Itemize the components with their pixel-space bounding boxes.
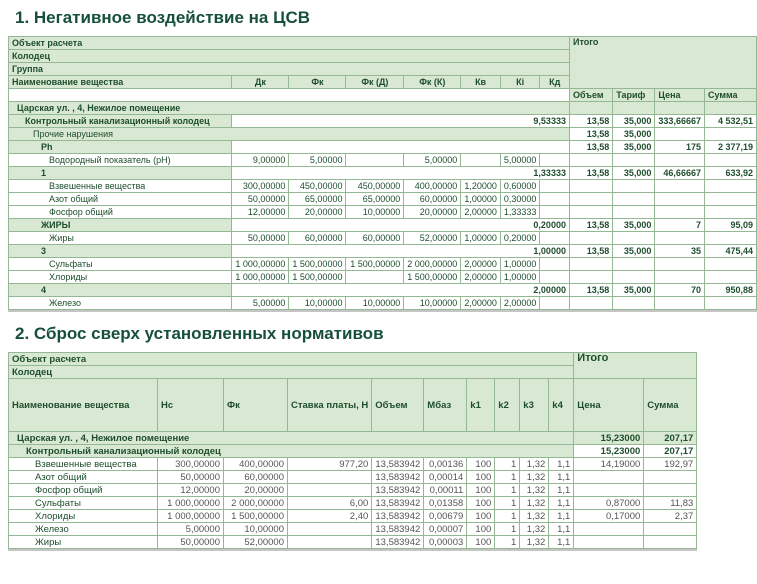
detail-total-3 (655, 180, 705, 193)
value-2: 65,00000 (289, 193, 346, 206)
detail-total-4 (704, 258, 756, 271)
detail-row (9, 497, 697, 510)
detail-total-4 (704, 154, 756, 167)
detail-total-3 (655, 206, 705, 219)
object-row (9, 102, 757, 115)
detail-total-2 (644, 484, 697, 497)
substance-name: Сульфаты (9, 497, 158, 510)
detail-total-1 (574, 523, 644, 536)
detail-total-4 (704, 297, 756, 310)
value-9: 1,1 (549, 536, 574, 549)
value-3: 6,00 (288, 497, 372, 510)
value-7 (540, 180, 570, 193)
col-header-7: k2 (495, 379, 520, 432)
value-6: 0,30000 (500, 193, 540, 206)
detail-row (9, 258, 757, 271)
value-7 (540, 232, 570, 245)
col-header-0: Наименование вещества (9, 379, 158, 432)
group-row (9, 128, 757, 141)
value-4: 400,00000 (404, 180, 461, 193)
value-2: 20,00000 (224, 484, 288, 497)
value-6: 100 (467, 484, 495, 497)
group-total-1: 13,58 (569, 141, 612, 154)
value-1: 50,00000 (158, 471, 224, 484)
value-2: 1 500,00000 (224, 510, 288, 523)
spacer-cell (9, 89, 570, 102)
group-total-2: 35,000 (613, 167, 655, 180)
value-3 (346, 154, 404, 167)
value-3: 450,00000 (346, 180, 404, 193)
detail-total-2 (613, 271, 655, 284)
group-total-1: 15,23000 (574, 445, 644, 458)
value-3: 10,00000 (346, 206, 404, 219)
well-label: Колодец (9, 50, 570, 63)
col-header-1: Дк (232, 76, 289, 89)
group-total-4: 95,09 (704, 219, 756, 232)
detail-row (9, 523, 697, 536)
value-2: 60,00000 (224, 471, 288, 484)
value-9: 1,1 (549, 471, 574, 484)
negative-impact-table (8, 36, 757, 310)
detail-row (9, 193, 757, 206)
group-name: Контрольный канализационный колодец (9, 445, 574, 458)
group-total-3: 333,66667 (655, 115, 705, 128)
value-3: 977,20 (288, 458, 372, 471)
value-5: 1,20000 (461, 180, 501, 193)
value-4: 13,583942 (372, 536, 424, 549)
col-header-2: Фк (289, 76, 346, 89)
group-total-2: 35,000 (613, 141, 655, 154)
value-8: 1,32 (520, 523, 549, 536)
value-4: 60,00000 (404, 193, 461, 206)
group-name: Прочие нарушения (9, 128, 570, 141)
detail-total-4 (704, 271, 756, 284)
detail-row (9, 471, 697, 484)
substance-col-header: Наименование вещества (9, 76, 232, 89)
group-total-3 (655, 128, 705, 141)
header-row-object (9, 37, 757, 50)
col-header-8: k3 (520, 379, 549, 432)
group-total-1: 13,58 (569, 115, 612, 128)
value-4: 13,583942 (372, 484, 424, 497)
detail-total-4 (704, 232, 756, 245)
value-1: 1 000,00000 (158, 510, 224, 523)
col-header-9: k4 (549, 379, 574, 432)
value-4: 52,00000 (404, 232, 461, 245)
group-total-3: 70 (655, 284, 705, 297)
detail-total-1 (569, 258, 612, 271)
group-span-value: 1,33333 (232, 167, 570, 180)
value-2: 5,00000 (289, 154, 346, 167)
group-total-3: 46,66667 (655, 167, 705, 180)
group-total-4: 4 532,51 (704, 115, 756, 128)
detail-total-1 (574, 536, 644, 549)
group-total-4: 633,92 (704, 167, 756, 180)
value-6: 2,00000 (500, 297, 540, 310)
detail-total-1 (569, 271, 612, 284)
detail-total-2 (613, 258, 655, 271)
value-3: 1 500,00000 (346, 258, 404, 271)
object-row (9, 432, 697, 445)
value-6: 1,00000 (500, 271, 540, 284)
group-name: 4 (9, 284, 232, 297)
detail-row (9, 271, 757, 284)
detail-total-2 (613, 154, 655, 167)
detail-total-3 (655, 193, 705, 206)
value-7: 1 (495, 497, 520, 510)
value-5: 0,00007 (424, 523, 467, 536)
value-3: 65,00000 (346, 193, 404, 206)
value-5: 1,00000 (461, 232, 501, 245)
detail-total-1 (569, 180, 612, 193)
value-1: 5,00000 (158, 523, 224, 536)
detail-total-4 (704, 193, 756, 206)
detail-total-2 (644, 471, 697, 484)
group-name: Ph (9, 141, 232, 154)
value-5: 0,00011 (424, 484, 467, 497)
group-total-4: 950,88 (704, 284, 756, 297)
object-name: Царская ул. , 4, Нежилое помещение (9, 102, 570, 115)
group-span-value: 0,20000 (232, 219, 570, 232)
value-4: 2 000,00000 (404, 258, 461, 271)
section1-title: 1. Негативное воздействие на ЦСВ (15, 8, 311, 27)
value-7 (540, 154, 570, 167)
value-8: 1,32 (520, 497, 549, 510)
group-span-value: 2,00000 (232, 284, 570, 297)
col-header-5: Мбаз (424, 379, 467, 432)
value-3: 2,40 (288, 510, 372, 523)
group-total-3: 7 (655, 219, 705, 232)
value-7 (540, 258, 570, 271)
group-total-3: 175 (655, 141, 705, 154)
substance-name: Железо (9, 523, 158, 536)
group-row (9, 284, 757, 297)
value-5: 2,00000 (461, 258, 501, 271)
substance-name: Азот общий (9, 193, 232, 206)
group-total-4 (704, 128, 756, 141)
value-4: 13,583942 (372, 523, 424, 536)
detail-row (9, 206, 757, 219)
value-7 (540, 271, 570, 284)
object-label: Объект расчета (9, 37, 570, 50)
detail-total-2 (613, 232, 655, 245)
group-total-1: 13,58 (569, 128, 612, 141)
group-row (9, 445, 697, 458)
section2-title: 2. Сброс сверх установленных нормативов (15, 324, 384, 343)
detail-total-2 (644, 536, 697, 549)
value-3 (288, 471, 372, 484)
col-header-3: Фк (Д) (346, 76, 404, 89)
value-6: 0,20000 (500, 232, 540, 245)
detail-total-1: 0,87000 (574, 497, 644, 510)
object-total-2: 207,17 (644, 432, 697, 445)
value-1: 1 000,00000 (232, 271, 289, 284)
value-7 (540, 206, 570, 219)
value-3 (288, 523, 372, 536)
value-8: 1,32 (520, 458, 549, 471)
value-6: 100 (467, 471, 495, 484)
value-1: 12,00000 (158, 484, 224, 497)
header-row-totals (9, 89, 757, 102)
value-4: 20,00000 (404, 206, 461, 219)
group-row (9, 115, 757, 128)
substance-name: Взвешенные вещества (9, 180, 232, 193)
substance-name: Фосфор общий (9, 484, 158, 497)
group-span-value: 9,53333 (232, 115, 570, 128)
value-5: 0,00003 (424, 536, 467, 549)
substance-name: Взвешенные вещества (9, 458, 158, 471)
col-header-7: Кд (540, 76, 570, 89)
value-7: 1 (495, 458, 520, 471)
group-total-2: 35,000 (613, 115, 655, 128)
value-5: 2,00000 (461, 206, 501, 219)
value-1: 300,00000 (158, 458, 224, 471)
detail-total-1: 0,17000 (574, 510, 644, 523)
col-header-5: Кв (461, 76, 501, 89)
total-col-header-3: Цена (655, 89, 705, 102)
value-4: 1 500,00000 (404, 271, 461, 284)
value-2: 1 500,00000 (289, 258, 346, 271)
group-total-2: 35,000 (613, 128, 655, 141)
substance-name: Хлориды (9, 271, 232, 284)
value-2: 400,00000 (224, 458, 288, 471)
detail-row (9, 484, 697, 497)
value-4: 5,00000 (404, 154, 461, 167)
value-1: 9,00000 (232, 154, 289, 167)
detail-total-1 (574, 471, 644, 484)
detail-total-2 (644, 523, 697, 536)
value-6: 100 (467, 458, 495, 471)
group-name: 1 (9, 167, 232, 180)
total-label: Итого (569, 37, 756, 89)
value-6: 0,60000 (500, 180, 540, 193)
detail-total-2 (613, 193, 655, 206)
group-total-3: 35 (655, 245, 705, 258)
substance-name: Железо (9, 297, 232, 310)
detail-total-3 (655, 232, 705, 245)
excess-discharge-table (8, 352, 697, 549)
group-total-2: 35,000 (613, 245, 655, 258)
detail-total-2: 2,37 (644, 510, 697, 523)
value-2: 10,00000 (224, 523, 288, 536)
value-6: 1,00000 (500, 258, 540, 271)
detail-total-1 (574, 484, 644, 497)
group-span-value (232, 141, 570, 154)
value-1: 50,00000 (232, 232, 289, 245)
value-6: 5,00000 (500, 154, 540, 167)
group-name: ЖИРЫ (9, 219, 232, 232)
detail-total-3 (655, 258, 705, 271)
group-total-4: 475,44 (704, 245, 756, 258)
total-col-header-4: Сумма (704, 89, 756, 102)
value-7: 1 (495, 471, 520, 484)
detail-total-3 (655, 154, 705, 167)
value-8: 1,32 (520, 536, 549, 549)
value-7: 1 (495, 536, 520, 549)
detail-total-1 (569, 297, 612, 310)
value-5: 0,00014 (424, 471, 467, 484)
value-5: 0,00679 (424, 510, 467, 523)
value-9: 1,1 (549, 484, 574, 497)
object-name: Царская ул. , 4, Нежилое помещение (9, 432, 574, 445)
object-label: Объект расчета (9, 353, 574, 366)
value-6: 100 (467, 497, 495, 510)
col-header-10: Цена (574, 379, 644, 432)
detail-total-2: 11,83 (644, 497, 697, 510)
group-total-1: 13,58 (569, 167, 612, 180)
detail-total-1 (569, 193, 612, 206)
value-2: 450,00000 (289, 180, 346, 193)
substance-name: Фосфор общий (9, 206, 232, 219)
group-total-1: 13,58 (569, 245, 612, 258)
detail-total-3 (655, 297, 705, 310)
group-row (9, 141, 757, 154)
total-col-header-2: Тариф (613, 89, 655, 102)
value-5: 2,00000 (461, 271, 501, 284)
detail-total-1: 14,19000 (574, 458, 644, 471)
object-total-4 (704, 102, 756, 115)
value-6: 1,33333 (500, 206, 540, 219)
col-header-3: Ставка платы, Н (288, 379, 372, 432)
value-8: 1,32 (520, 484, 549, 497)
value-7: 1 (495, 510, 520, 523)
value-8: 1,32 (520, 510, 549, 523)
group-span-value: 1,00000 (232, 245, 570, 258)
substance-name: Азот общий (9, 471, 158, 484)
value-3 (288, 536, 372, 549)
value-7 (540, 193, 570, 206)
value-3: 60,00000 (346, 232, 404, 245)
col-header-6: Кi (500, 76, 540, 89)
col-header-4: Фк (К) (404, 76, 461, 89)
detail-total-1 (569, 154, 612, 167)
group-row (9, 245, 757, 258)
substance-name: Хлориды (9, 510, 158, 523)
detail-row (9, 232, 757, 245)
value-3 (346, 271, 404, 284)
value-3: 10,00000 (346, 297, 404, 310)
well-label: Колодец (9, 366, 574, 379)
value-1: 5,00000 (232, 297, 289, 310)
group-label: Группа (9, 63, 570, 76)
group-total-2: 35,000 (613, 284, 655, 297)
detail-total-3 (655, 271, 705, 284)
value-1: 1 000,00000 (158, 497, 224, 510)
value-4: 13,583942 (372, 471, 424, 484)
value-1: 12,00000 (232, 206, 289, 219)
detail-total-1 (569, 232, 612, 245)
value-9: 1,1 (549, 523, 574, 536)
value-2: 20,00000 (289, 206, 346, 219)
total-label: Итого (574, 353, 697, 379)
object-total-3 (655, 102, 705, 115)
value-5: 0,00136 (424, 458, 467, 471)
value-2: 60,00000 (289, 232, 346, 245)
value-4: 13,583942 (372, 458, 424, 471)
header-row-object (9, 353, 697, 366)
value-2: 2 000,00000 (224, 497, 288, 510)
value-6: 100 (467, 536, 495, 549)
col-header-4: Объем (372, 379, 424, 432)
value-7: 1 (495, 523, 520, 536)
value-8: 1,32 (520, 471, 549, 484)
value-2: 1 500,00000 (289, 271, 346, 284)
value-5 (461, 154, 501, 167)
detail-total-2 (613, 180, 655, 193)
value-1: 1 000,00000 (232, 258, 289, 271)
value-6: 100 (467, 510, 495, 523)
detail-total-2 (613, 297, 655, 310)
header-row-columns (9, 379, 697, 432)
substance-name: Жиры (9, 232, 232, 245)
detail-total-2: 192,97 (644, 458, 697, 471)
substance-name: Водородный показатель (pH) (9, 154, 232, 167)
detail-total-4 (704, 180, 756, 193)
value-6: 100 (467, 523, 495, 536)
detail-row (9, 536, 697, 549)
value-5: 1,00000 (461, 193, 501, 206)
detail-row (9, 297, 757, 310)
detail-row (9, 154, 757, 167)
value-5: 0,01358 (424, 497, 467, 510)
value-4: 10,00000 (404, 297, 461, 310)
value-2: 52,00000 (224, 536, 288, 549)
detail-total-2 (613, 206, 655, 219)
group-total-2: 35,000 (613, 219, 655, 232)
group-total-1: 13,58 (569, 219, 612, 232)
group-total-1: 13,58 (569, 284, 612, 297)
group-row (9, 167, 757, 180)
group-name: 3 (9, 245, 232, 258)
object-total-1 (569, 102, 612, 115)
col-header-2: Фк (224, 379, 288, 432)
substance-name: Жиры (9, 536, 158, 549)
value-1: 300,00000 (232, 180, 289, 193)
total-col-header-1: Объем (569, 89, 612, 102)
detail-row (9, 510, 697, 523)
group-row (9, 219, 757, 232)
object-total-2 (613, 102, 655, 115)
detail-row (9, 458, 697, 471)
substance-name: Сульфаты (9, 258, 232, 271)
value-4: 13,583942 (372, 497, 424, 510)
col-header-1: Нс (158, 379, 224, 432)
group-total-2: 207,17 (644, 445, 697, 458)
col-header-11: Сумма (644, 379, 697, 432)
value-4: 13,583942 (372, 510, 424, 523)
object-total-1: 15,23000 (574, 432, 644, 445)
value-3 (288, 484, 372, 497)
value-2: 10,00000 (289, 297, 346, 310)
detail-total-4 (704, 206, 756, 219)
col-header-6: k1 (467, 379, 495, 432)
value-7: 1 (495, 484, 520, 497)
value-1: 50,00000 (158, 536, 224, 549)
value-5: 2,00000 (461, 297, 501, 310)
value-1: 50,00000 (232, 193, 289, 206)
value-9: 1,1 (549, 497, 574, 510)
group-total-4: 2 377,19 (704, 141, 756, 154)
value-7 (540, 297, 570, 310)
detail-row (9, 180, 757, 193)
detail-total-1 (569, 206, 612, 219)
value-9: 1,1 (549, 510, 574, 523)
value-9: 1,1 (549, 458, 574, 471)
group-name: Контрольный канализационный колодец (9, 115, 232, 128)
